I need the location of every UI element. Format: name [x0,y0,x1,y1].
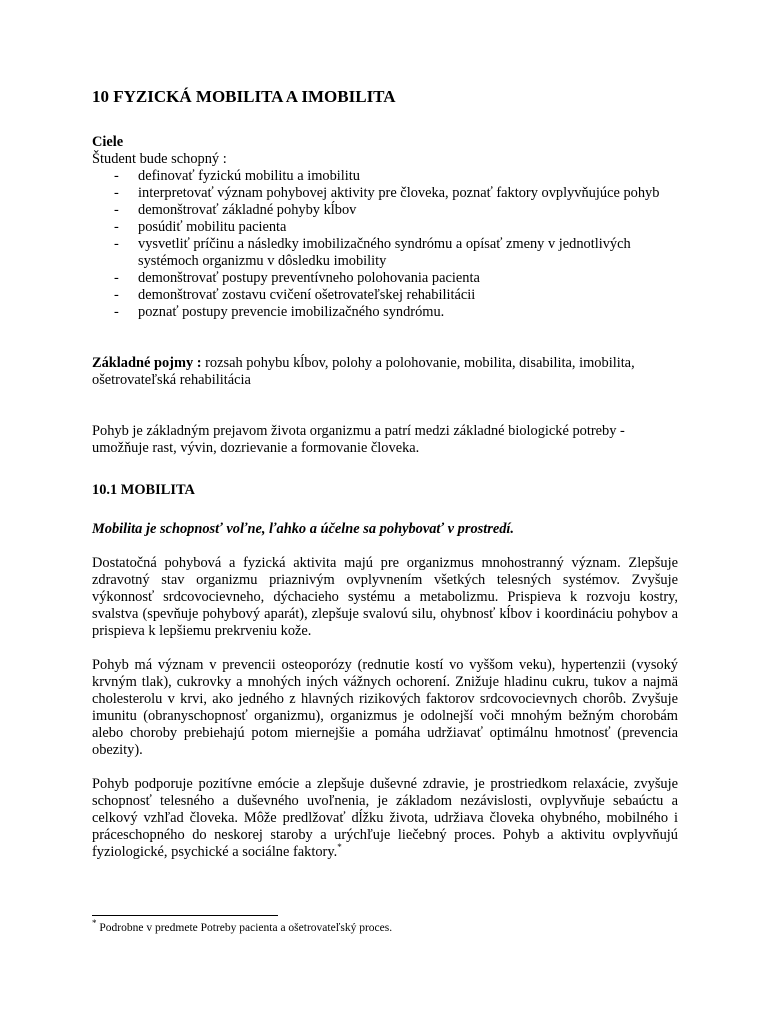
list-dash: - [114,202,119,218]
chapter-heading: 10 FYZICKÁ MOBILITA A IMOBILITA [92,87,396,106]
footnote-mark: * [92,918,97,929]
list-dash: - [114,185,119,201]
intro-paragraph: Pohyb je základným prejavom života organizmu a patrí medzi základné biologické potreby - umožňuje rast, vývin, dozrievanie a formovanie človeka. [92,423,625,456]
basic-terms-text: rozsah pohybu kĺbov, polohy a polohovanie, mobilita, disabilita, imobilita, ošetrovateľská rehabilitácia [92,355,635,388]
footnote-reference[interactable]: * [337,842,342,853]
list-item-text: demonštrovať základné pohyby kĺbov [138,202,357,218]
list-dash: - [114,287,119,303]
list-item [92,236,678,270]
page-content [92,86,678,861]
list-item-text: demonštrovať zostavu cvičení ošetrovateľskej rehabilitácii [138,287,476,303]
list-item [92,185,678,202]
list-dash: - [114,304,119,320]
list-item [92,168,678,185]
footnote [92,918,678,935]
list-dash: - [114,168,119,184]
footnote-text: Podrobne v predmete Potreby pacienta a ošetrovateľský proces. [96,922,393,934]
mobility-definition: Mobilita je schopnosť voľne, ľahko a účelne sa pohybovať v prostredí. [92,521,515,537]
list-item-text: definovať fyzickú mobilitu a imobilitu [138,168,360,184]
list-item-text: poznať postupy prevencie imobilizačného syndrómu. [138,304,445,320]
paragraph-1: Dostatočná pohybová a fyzická aktivita majú pre organizmus mnohostranný význam. Zlepšuje zdravotný stav organizmu priaznivým ovplyvnením všetkých telesných systémov. Zvyšuje výkonnosť srdcovocievneho, dýchacieho systému a metabolizmu. Prispieva k rozvoju kostry, svalstva (spevňuje pohybový aparát), zlepšuje svalovú silu, ohybnosť kĺbov i koordináciu pohybov a prispieva k lepšiemu prekrveniu kože. [92,555,678,639]
goals-title: Ciele [92,134,124,150]
footnote-separator [92,915,278,916]
basic-terms [92,355,678,389]
list-item [92,219,678,236]
goals-list [92,168,678,321]
paragraph-2: Pohyb má význam v prevencii osteoporózy (rednutie kostí vo vyššom veku), hypertenzii (vysoký krvným tlak), cukrovky a mnohých iných vážnych ochorení. Znižuje hladinu cukru, tukov a najmä cholesterolu v krvi, ako jedného z hlavných rizikových faktorov srdcovocievnych chorôb. Zvyšuje imunitu (obranyschopnosť organizmu), organizmus je odolnejší voči mnohým bežným chorobám alebo choroby prebiehajú potom miernejšie a pomáha udržiavať optimálnu hmotnosť (prevencia obezity). [92,657,678,758]
paragraph-3 [92,776,678,861]
paragraph-3-text: Pohyb podporuje pozitívne emócie a zlepšuje duševné zdravie, je prostriedkom relaxácie, zvyšuje schopnosť telesného a duševného uvoľnenia, je základom nezávislosti, ovplyvňuje sebaúctu a celkový vzhľad človeka. Môže predlžovať dĺžku života, udržiava človeka ohybného, mobilného i práceschopného do neskorej staroby a urýchľuje liečebný proces. Pohyb a aktivitu ovplyvňujú fyziologické, psychické a sociálne faktory. [92,776,678,860]
list-item-text: interpretovať význam pohybovej aktivity pre človeka, poznať faktory ovplyvňujúce pohyb [138,185,660,201]
list-item-text: posúdiť mobilitu pacienta [138,219,287,235]
list-item [92,287,678,304]
list-item [92,202,678,219]
list-item [92,270,678,287]
list-dash: - [114,270,119,286]
section-title: 10.1 MOBILITA [92,482,195,498]
list-dash: - [114,219,119,235]
basic-terms-label: Základné pojmy : [92,355,202,371]
list-item-text: demonštrovať postupy preventívneho polohovania pacienta [138,270,480,286]
list-item-text: vysvetliť príčinu a následky imobilizačného syndrómu a opísať zmeny v jednotlivých systémoch organizmu v dôsledku imobility [138,236,631,269]
list-dash: - [114,236,119,252]
list-item [92,304,678,321]
goals-intro: Študent bude schopný : [92,151,227,167]
